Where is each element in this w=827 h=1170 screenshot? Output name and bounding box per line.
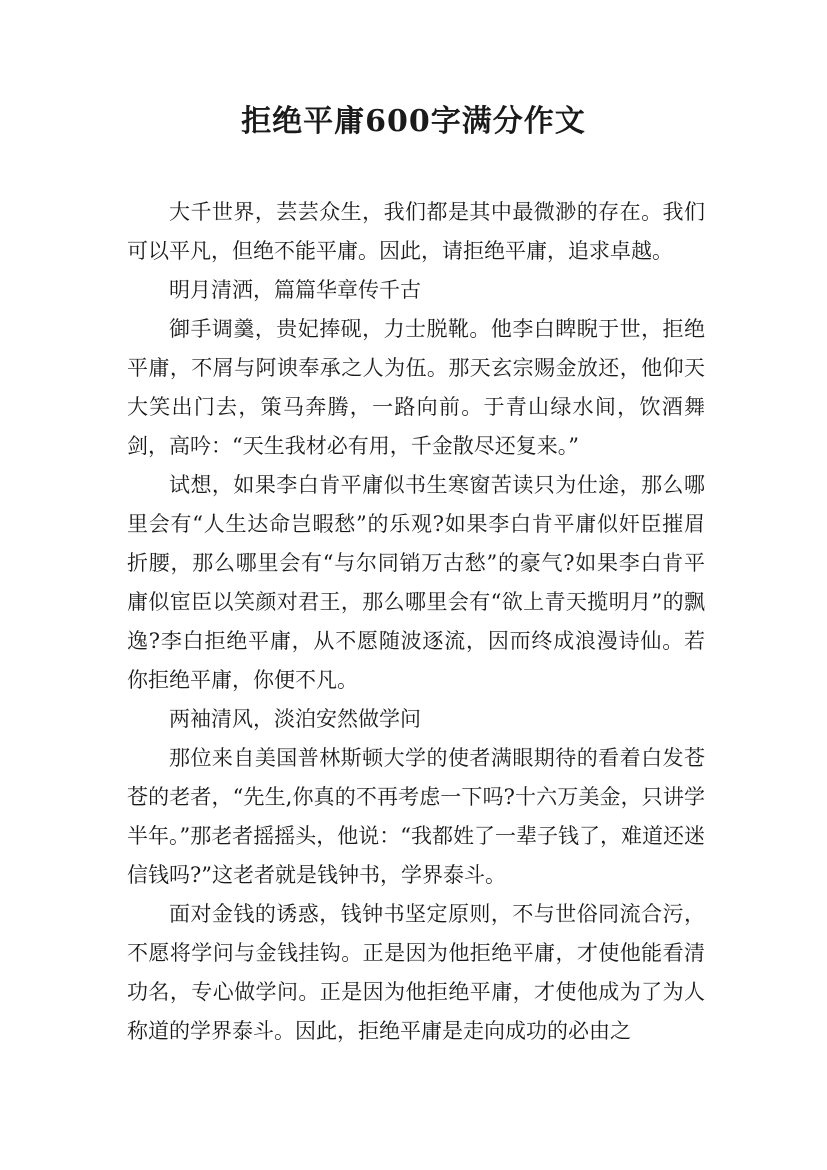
section-heading-libai: 明月清洒，篇篇华章传千古: [169, 278, 421, 302]
paragraph-qianzhongshu-story: 那位来自美国普林斯顿大学的使者满眼期待的看着白发苍苍的老者，“先生,你真的不再考虑一下吗?十六万美金，只讲学半年。”那老者摇摇头，他说：“我都姓了一辈子钱了，难道还迷信钱吗?”这老者就是钱钟书，学界泰斗。: [127, 746, 705, 887]
paragraph-libai-analysis: 试想，如果李白肯平庸似书生寒窗苦读只为仕途，那么哪里会有“人生达命岂暇愁”的乐观?如果李白肯平庸似奸臣摧眉折腰，那么哪里会有“与尔同销万古愁”的豪气?如果李白肯平庸似宦臣以笑颜对君王，那么哪里会有“欲上青天揽明月”的飘逸?李白拒绝平庸，从不愿随波逐流，因而终成浪漫诗仙。若你拒绝平庸，你便不凡。: [127, 473, 705, 692]
document-title: 拒绝平庸600字满分作文: [241, 104, 586, 139]
paragraph-libai-story: 御手调羹，贵妃捧砚，力士脱靴。他李白睥睨于世，拒绝平庸，不屑与阿谀奉承之人为伍。那天玄宗赐金放还，他仰天大笑出门去，策马奔腾，一路向前。于青山绿水间，饮酒舞剑，高吟：“天生我材必有用，千金散尽还复来。”: [127, 317, 705, 458]
paragraph-qianzhongshu-analysis: 面对金钱的诱惑，钱钟书坚定原则，不与世俗同流合污，不愿将学问与金钱挂钩。正是因为他拒绝平庸，才使他能看清功名，专心做学问。正是因为他拒绝平庸，才使他成为了为人称道的学界泰斗。因此，拒绝平庸是走向成功的必由之: [127, 902, 705, 1043]
section-heading-qianzhongshu: 两袖清风，淡泊安然做学问: [169, 707, 421, 731]
document-body: [127, 193, 705, 1051]
paragraph-intro: 大千世界，芸芸众生，我们都是其中最微渺的存在。我们可以平凡，但绝不能平庸。因此，请拒绝平庸，追求卓越。: [127, 200, 705, 263]
